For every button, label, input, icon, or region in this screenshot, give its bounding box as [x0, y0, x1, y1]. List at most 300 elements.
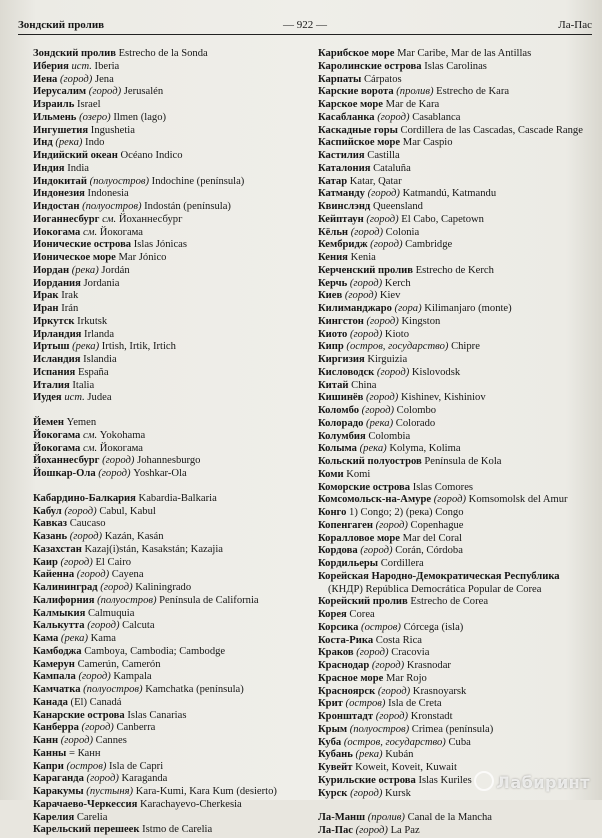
entry-headword: Инд: [33, 137, 53, 149]
entry-headword: Каталония: [318, 162, 371, 174]
entry-note: (город): [99, 455, 135, 467]
dictionary-entry: [33, 812, 301, 825]
dictionary-entry: [318, 596, 594, 609]
dictionary-entry: [318, 635, 594, 648]
entry-headword: Иена: [33, 73, 58, 85]
entry-note: (остров): [342, 698, 386, 710]
entry-note: (пролив): [365, 812, 405, 824]
dictionary-entry: [33, 799, 301, 812]
dictionary-entry: [33, 303, 301, 316]
entry-translation: Cayena: [109, 569, 144, 581]
entry-translation: Castilla: [364, 150, 400, 161]
entry-note: (пустыня): [83, 786, 134, 797]
entry-headword: Конго: [318, 507, 347, 518]
dictionary-entry: [318, 418, 594, 431]
entry-translation: Йокогама: [97, 442, 144, 454]
entry-translation: Cordillera de las Cascadas, Cascade Range: [397, 124, 583, 136]
entry-translation: Kioto: [382, 328, 410, 340]
entry-note: (город): [58, 735, 93, 746]
entry-note: см.: [80, 226, 98, 238]
entry-translation: Yokohama: [97, 429, 146, 441]
entry-headword: Курск: [318, 787, 348, 799]
entry-translation: Colorado: [393, 417, 436, 429]
entry-headword: Израиль: [33, 99, 75, 110]
entry-translation: Kenia: [347, 252, 376, 263]
entry-headword: Иркутск: [33, 315, 75, 327]
dictionary-entry: [33, 735, 301, 748]
entry-translation: 1) Congo; 2) (река) Congo: [346, 507, 464, 518]
entry-translation: Йоханнесбург: [116, 213, 183, 225]
dictionary-entry: [318, 609, 594, 622]
entry-headword: Каспийское море: [318, 137, 401, 149]
entry-headword: Ла-Манш: [318, 812, 366, 824]
entry-translation: Koweit, Koveit, Kuwait: [352, 762, 457, 773]
entry-translation: Península de Kola: [421, 456, 502, 467]
entry-note: (город): [347, 328, 383, 340]
entry-translation: Colombia: [365, 430, 411, 442]
entry-headword: Касабланка: [318, 111, 375, 123]
dictionary-entry: [33, 671, 301, 684]
dictionary-entry: [33, 188, 301, 201]
dictionary-entry: [318, 99, 594, 112]
entry-translation: Cataluña: [370, 162, 411, 174]
entry-translation: Kubán: [382, 749, 414, 761]
entry-headword: Казань: [33, 531, 68, 542]
dictionary-entry: [318, 749, 594, 762]
entry-translation: Isla de Creta: [385, 698, 442, 710]
entry-translation: Kursk: [382, 787, 411, 799]
entry-note: (река): [352, 749, 383, 761]
entry-translation: Jordania: [80, 277, 120, 289]
entry-translation: Mar de Kara: [383, 99, 440, 110]
dictionary-entry: [33, 761, 301, 774]
dictionary-entry: [33, 722, 301, 735]
entry-translation: Crimea (península): [409, 723, 494, 735]
dictionary-entry: [33, 773, 301, 786]
entry-headword: Ла-Пас: [318, 825, 353, 836]
dictionary-entry: [33, 150, 301, 163]
header-last-entry: Ла-Пас: [558, 19, 592, 31]
entry-headword: Кольский полуостров: [318, 456, 422, 467]
entry-headword: Каракумы: [33, 786, 84, 797]
entry-translation: Chipre: [448, 341, 480, 353]
entry-translation: = Канн: [66, 747, 101, 759]
dictionary-entry: [33, 290, 301, 303]
entry-translation: Carelia: [74, 811, 108, 823]
entry-headword: Кама: [33, 633, 59, 644]
entry-translation: Indostán (península): [141, 201, 231, 212]
dictionary-entry: [318, 825, 594, 838]
watermark-text: Лабиринт: [496, 773, 590, 792]
entry-translation: (КНДР) República Democrática Popular de Corea: [328, 583, 542, 595]
entry-note: (город): [347, 787, 383, 799]
entry-note: (город): [347, 277, 383, 289]
entry-translation: Corán, Córdoba: [392, 545, 463, 557]
entry-headword: Кайенна: [33, 569, 75, 581]
entry-headword: Краков: [318, 647, 354, 659]
dictionary-entry: [318, 737, 594, 750]
entry-translation: India: [64, 162, 89, 174]
entry-note: (город): [363, 213, 399, 225]
dictionary-entry: [318, 316, 594, 329]
dictionary-entry: [33, 608, 301, 621]
entry-headword: Италия: [33, 379, 70, 391]
entry-translation: Isla de Capri: [106, 760, 164, 772]
dictionary-entry: [33, 316, 301, 329]
entry-headword: Кувейт: [318, 762, 353, 773]
entry-note: (озеро): [76, 111, 111, 123]
entry-headword: Карелия: [33, 811, 75, 823]
dictionary-entry: [33, 633, 301, 646]
entry-translation: Katmandú, Katmandu: [399, 188, 497, 200]
dictionary-entry: [318, 201, 594, 214]
dictionary-entry: [318, 112, 594, 125]
entry-note: (река): [69, 264, 99, 276]
entry-translation: Йокогама: [97, 226, 144, 238]
dictionary-entry: [318, 188, 594, 201]
entry-note: (город): [61, 505, 97, 517]
entry-headword: Ирландия: [33, 328, 82, 340]
entry-translation: Indochine (península): [149, 175, 245, 187]
entry-headword: Индокитай: [33, 175, 87, 187]
dictionary-entry: [318, 137, 594, 150]
entry-translation: Ingushetia: [88, 124, 135, 136]
entry-translation: Canal de la Mancha: [404, 812, 492, 824]
entry-headword: Каролинские острова: [318, 60, 422, 72]
entry-headword: Кордова: [318, 545, 358, 557]
entry-translation: Israel: [74, 99, 101, 110]
dictionary-entry: [318, 405, 594, 418]
dictionary-entry: [33, 748, 301, 761]
dictionary-entry: [33, 443, 301, 456]
entry-headword: Зондский пролив: [33, 48, 116, 59]
entry-note: (река): [363, 417, 394, 429]
entry-note: (город): [74, 569, 110, 581]
entry-note: (город): [84, 620, 120, 632]
dictionary-entry: [33, 125, 301, 138]
header-first-entry: Зондский пролив: [18, 19, 105, 31]
entry-note: см.: [99, 213, 117, 225]
dictionary-entry: [33, 354, 301, 367]
entry-translation: Krasnodar: [404, 660, 451, 671]
entry-headword: Карские ворота: [318, 86, 394, 98]
entry-note: (город): [431, 494, 467, 506]
entry-headword: Канны: [33, 747, 67, 759]
dictionary-entry: [318, 290, 594, 303]
entry-note: (полуостров): [79, 201, 142, 212]
entry-headword: Кордильеры: [318, 558, 379, 569]
dictionary-entry: [318, 686, 594, 699]
dictionary-entry: [318, 380, 594, 393]
dictionary-entry: [318, 61, 594, 74]
dictionary-entry: [33, 201, 301, 214]
entry-headword: Кубань: [318, 749, 353, 761]
dictionary-entry: [318, 558, 594, 571]
entry-headword: Йокогама: [33, 442, 81, 454]
entry-headword: Колорадо: [318, 417, 364, 429]
entry-headword: Иордания: [33, 277, 81, 289]
entry-translation: Irán: [58, 303, 79, 314]
dictionary-entry: [318, 660, 594, 673]
entry-translation: Islas Jónicas: [131, 239, 187, 251]
entry-note: см.: [80, 442, 98, 454]
entry-note: ист.: [61, 392, 85, 404]
entry-headword: Ионические острова: [33, 239, 132, 251]
dictionary-entry: [318, 239, 594, 252]
dictionary-entry: [318, 812, 594, 825]
dictionary-entry: [318, 711, 594, 724]
entry-note: (полуостров): [94, 594, 157, 606]
entry-headword: Кейптаун: [318, 213, 364, 225]
dictionary-entry: [33, 392, 301, 405]
dictionary-entry: [318, 507, 594, 520]
entry-headword: Комсомольск-на-Амуре: [318, 494, 432, 506]
entry-note: (гора): [391, 303, 422, 314]
dictionary-entry: [33, 239, 301, 252]
entry-note: (полуостров): [347, 723, 410, 735]
dictionary-entry: [33, 595, 301, 608]
entry-note: (река): [69, 341, 100, 353]
entry-headword: Коста-Рика: [318, 634, 374, 646]
entry-translation: China: [348, 379, 377, 391]
entry-headword: Калькутта: [33, 620, 85, 632]
dictionary-entry: [318, 482, 594, 495]
entry-headword: Кастилия: [318, 150, 365, 161]
entry-translation: Calmuquia: [85, 607, 135, 619]
entry-translation: Komsomolsk del Amur: [466, 494, 568, 506]
labirint-logo-icon: [474, 771, 494, 791]
entry-translation: Kamchatka (península): [142, 684, 244, 695]
dictionary-entry: [33, 468, 301, 481]
entry-translation: El Cabo, Capetown: [398, 213, 484, 225]
entry-headword: Ирак: [33, 290, 59, 302]
entry-headword: Иберия: [33, 60, 69, 72]
entry-headword: Исландия: [33, 354, 81, 365]
entry-translation: Jena: [92, 73, 114, 85]
entry-headword: Канн: [33, 735, 59, 746]
dictionary-entry: [318, 431, 594, 444]
left-column: [33, 48, 301, 837]
page-number: — 922 —: [283, 19, 327, 31]
entry-translation: Cannes: [93, 735, 127, 746]
entry-headword: Коморские острова: [318, 481, 411, 493]
entry-note: (город): [78, 722, 114, 734]
entry-translation: Kazaj(i)stán, Kasakstán; Kazajia: [81, 543, 224, 555]
entry-note: (город): [375, 685, 411, 697]
dictionary-entry: [318, 329, 594, 342]
dictionary-entry: [33, 176, 301, 189]
dictionary-entry: [318, 150, 594, 163]
entry-translation: Mar Caspio: [400, 137, 453, 149]
dictionary-entry: [318, 354, 594, 367]
dictionary-entry: [33, 137, 301, 150]
entry-translation: Kampala: [110, 671, 152, 683]
letter-section-gap: [318, 800, 594, 812]
entry-headword: Карельский перешеек: [33, 824, 140, 836]
entry-headword: Крым: [318, 723, 348, 735]
dictionary-entry: [33, 493, 301, 506]
entry-translation: Casablanca: [409, 111, 461, 123]
dictionary-entry: [318, 278, 594, 291]
entry-translation: Corea: [346, 609, 375, 620]
dictionary-entry: [33, 697, 301, 710]
entry-headword: Копенгаген: [318, 519, 373, 531]
entry-translation: Kaliningrado: [132, 582, 192, 593]
entry-translation: Yemen: [63, 417, 97, 428]
entry-translation: Islas Kuriles: [415, 774, 472, 786]
entry-headword: Кавказ: [33, 518, 68, 530]
entry-headword: Корейская Народно-Демократическая Республика: [318, 570, 560, 582]
entry-translation: La Paz: [387, 825, 420, 836]
dictionary-entry: [318, 125, 594, 138]
dictionary-entry: [33, 684, 301, 697]
dictionary-entry: [33, 620, 301, 633]
dictionary-entry: [318, 86, 594, 99]
entry-note: (полуостров): [86, 175, 150, 187]
dictionary-entry: [33, 227, 301, 240]
entry-headword: Кампала: [33, 671, 76, 683]
entry-headword: Красное море: [318, 672, 384, 684]
entry-translation: Kronstadt: [408, 711, 453, 722]
entry-note: (город): [369, 660, 405, 671]
dictionary-entry: [318, 252, 594, 265]
dictionary-entry: [318, 456, 594, 469]
entry-translation: Mar Jónico: [115, 252, 167, 263]
entry-translation: Camerún, Camerón: [74, 658, 161, 670]
entry-headword: Кингстон: [318, 315, 364, 327]
dictionary-entry: [318, 545, 594, 558]
entry-translation: Katar, Qatar: [347, 175, 402, 187]
dictionary-entry: [318, 392, 594, 405]
dictionary-entry: [318, 622, 594, 635]
entry-headword: Йошкар-Ола: [33, 468, 96, 479]
entry-note: (город): [367, 239, 403, 251]
entry-headword: Китай: [318, 379, 349, 391]
dictionary-entry: [33, 265, 301, 278]
entry-translation: Calcuta: [119, 620, 155, 632]
letter-section-gap: [33, 481, 301, 493]
watermark: [474, 771, 590, 792]
entry-translation: Caucaso: [67, 518, 106, 530]
entry-headword: Карпаты: [318, 73, 362, 85]
entry-translation: Irtish, Irtik, Irtich: [99, 341, 176, 353]
entry-translation: Colombo: [393, 405, 437, 416]
dictionary-entry: [33, 646, 301, 659]
entry-headword: Колумбия: [318, 430, 366, 442]
entry-headword: Йоханнесбург: [33, 455, 100, 467]
entry-note: (город): [373, 711, 409, 722]
dictionary-entry: [33, 710, 301, 723]
dictionary-entry: [318, 367, 594, 380]
entry-note: (полуостров): [80, 684, 143, 695]
dictionary-entry: [33, 86, 301, 99]
entry-note: (город): [57, 556, 93, 568]
entry-note: (город): [374, 111, 410, 123]
entry-headword: Каир: [33, 556, 58, 568]
entry-translation: Kislovodsk: [409, 366, 461, 378]
entry-headword: Керчь: [318, 277, 348, 289]
entry-headword: Килиманджаро: [318, 303, 392, 314]
entry-translation: Islas Carolinas: [421, 60, 487, 72]
dictionary-entry: [318, 584, 594, 597]
entry-headword: Катманду: [318, 188, 365, 200]
dictionary-entry: [318, 227, 594, 240]
entry-headword: Киото: [318, 328, 348, 340]
entry-translation: Kingston: [398, 315, 441, 327]
entry-headword: Камерун: [33, 658, 75, 670]
entry-translation: Islandia: [80, 354, 117, 365]
entry-note: (город): [95, 468, 131, 479]
entry-note: (река): [52, 137, 83, 149]
dictionary-entry: [318, 533, 594, 546]
entry-headword: Капри: [33, 760, 64, 772]
entry-translation: Córcega (isla): [400, 621, 464, 633]
right-column: [318, 48, 594, 838]
entry-translation: Irkutsk: [74, 315, 108, 327]
entry-headword: Карское море: [318, 99, 384, 110]
dictionary-entry: [33, 430, 301, 443]
entry-headword: Иртыш: [33, 341, 70, 353]
entry-translation: Kilimanjaro (monte): [421, 303, 512, 314]
dictionary-entry: [33, 74, 301, 87]
entry-headword: Йемен: [33, 417, 64, 428]
dictionary-entry: [318, 74, 594, 87]
entry-note: (город): [67, 531, 103, 542]
entry-headword: Кабардино-Балкария: [33, 492, 136, 504]
entry-headword: Киргизия: [318, 354, 365, 365]
entry-headword: Кишинёв: [318, 392, 364, 404]
entry-headword: Красноярск: [318, 685, 376, 697]
dictionary-entry: [318, 724, 594, 737]
entry-headword: Киев: [318, 290, 343, 302]
entry-note: (город): [353, 647, 389, 659]
dictionary-entry: [33, 659, 301, 672]
entry-translation: Komi: [343, 468, 371, 480]
entry-translation: Estrecho de la Sonda: [115, 48, 208, 59]
entry-translation: Canberra: [113, 722, 156, 734]
entry-translation: Kabardia-Balkaria: [135, 492, 217, 504]
entry-translation: Estrecho de Kara: [433, 86, 510, 98]
dictionary-entry: [33, 417, 301, 430]
entry-translation: Cordillera: [378, 558, 424, 569]
entry-translation: Irlanda: [81, 328, 115, 340]
entry-note: (город): [363, 392, 399, 404]
entry-headword: Индостан: [33, 201, 80, 212]
dictionary-entry: [33, 163, 301, 176]
dictionary-entry: [318, 163, 594, 176]
entry-translation: Karaganda: [118, 773, 168, 785]
entry-note: ист.: [68, 60, 92, 72]
entry-translation: Karachayevo-Cherkesia: [137, 798, 242, 810]
entry-headword: Кабул: [33, 505, 62, 517]
entry-headword: Карибское море: [318, 48, 395, 59]
entry-headword: Квинслэнд: [318, 201, 371, 212]
entry-note: (город): [348, 226, 383, 238]
entry-note: (остров, государство): [341, 736, 446, 748]
dictionary-entry: [33, 824, 301, 837]
entry-translation: Océano Indico: [117, 150, 183, 161]
entry-headword: Коралловое море: [318, 532, 400, 544]
entry-headword: Кёльн: [318, 226, 349, 238]
entry-note: (город): [364, 188, 400, 200]
entry-headword: Ингушетия: [33, 124, 89, 136]
entry-translation: (El) Canadá: [67, 696, 122, 708]
dictionary-entry: [33, 380, 301, 393]
entry-headword: Иоганнесбург: [33, 213, 100, 225]
entry-note: (остров): [63, 760, 107, 772]
entry-translation: Krasnoyarsk: [410, 685, 467, 697]
entry-translation: Kirguizia: [364, 354, 408, 365]
